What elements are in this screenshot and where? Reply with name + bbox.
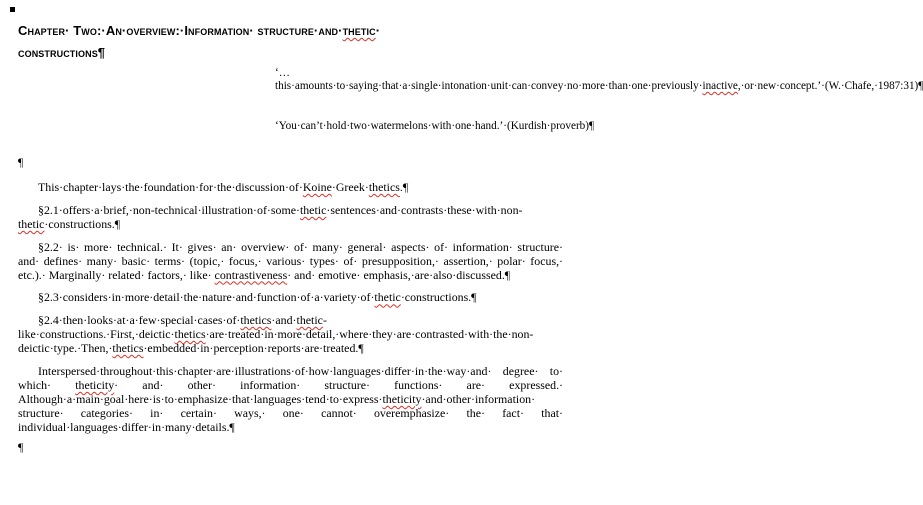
text-run: §2.2· is· more· technical.· It· gives· an· overview· of· many· general· aspects· of· information· structure· and· defines· many· basic· terms· (topic,· focus,· various· types· of· presupposition,· assertion,· polar· focus,· etc.).· Marginally· related· factors,· like·	[18, 239, 563, 282]
heading-text-tail: ·	[375, 23, 381, 38]
paragraph-section-2-4[interactable]	[18, 313, 563, 355]
chapter-heading[interactable]	[18, 20, 563, 64]
spellcheck-flagged-word[interactable]: thetic	[342, 23, 376, 38]
spellcheck-flagged-word[interactable]: thetic	[18, 216, 45, 231]
spellcheck-flagged-word[interactable]: thetics	[240, 313, 272, 328]
text-run: -like·constructions.·First,·deictic·	[18, 313, 327, 342]
spellcheck-flagged-word[interactable]: theticity	[382, 391, 422, 406]
text-run: §2.4·then·looks·at·a·few·special·cases·of·	[38, 313, 241, 328]
paragraph-section-2-1[interactable]	[18, 203, 563, 231]
paragraph-marker-square	[10, 7, 15, 12]
paragraph-intro[interactable]	[18, 180, 563, 194]
epigraph-text-tail: ,·or·new·concept.’·(W.·Chafe,·1987:31)¶	[737, 80, 923, 92]
text-run: §2.1·offers·a·brief,·non-technical·illustration·of·some·	[38, 202, 300, 217]
spellcheck-flagged-word[interactable]: theticity	[75, 377, 115, 392]
empty-paragraph[interactable]: ¶	[18, 157, 24, 169]
text-run: ·and·	[271, 313, 297, 328]
paragraph-section-2-2[interactable]	[18, 240, 563, 282]
spellcheck-flagged-word[interactable]: thetic	[299, 202, 327, 217]
text-run: .¶	[399, 180, 409, 194]
text-run: ·are·treated·in·more·detail,·where·they·are·contrasted·with·the·non-deictic·type.·Then,·	[18, 327, 534, 356]
text-run: ·Greek·	[331, 180, 369, 194]
final-empty-paragraph[interactable]: ¶	[18, 439, 24, 454]
text-run: ·and·other·information· structure· categories· in· certain· ways,· one· cannot· overemphasize· the· fact· that· individual·languages·differ·in·many·details.¶	[18, 391, 563, 434]
text-run: §2.3·considers·in·more·detail·the·nature·and·function·of·a·variety·of·	[38, 290, 375, 305]
text-run: · and· emotive· emphasis,·are·also·discussed.¶	[287, 267, 511, 282]
spellcheck-flagged-word[interactable]: thetics	[174, 327, 206, 342]
spellcheck-flagged-word[interactable]: thetics	[112, 341, 144, 356]
epigraph-text: ‘You·can’t·hold·two·watermelons·with·one·hand.’·(Kurdish·proverb)¶	[275, 120, 595, 132]
text-run: This·chapter·lays·the·foundation·for·the·discussion·of·	[38, 180, 303, 194]
epigraph-chafe[interactable]	[275, 67, 923, 93]
paragraph-interspersed[interactable]	[18, 364, 563, 434]
text-run: · and· other· information· structure· functions· are· expressed.· Although·a·main·goal·here·is·to·emphasize·that·languages·tend·to·express·	[18, 377, 564, 406]
text-run: ·constructions.¶	[400, 290, 477, 305]
heading-text-line2: constructions¶	[18, 45, 106, 60]
spellcheck-flagged-word[interactable]: thetics	[368, 180, 400, 194]
spellcheck-flagged-word[interactable]: contrastiveness	[214, 267, 288, 282]
spellcheck-flagged-word[interactable]: thetic	[374, 290, 401, 305]
paragraph-section-2-3[interactable]	[18, 290, 563, 304]
text-run: ·sentences·and·contrasts·these·with·non-	[326, 202, 523, 217]
heading-text: Chapter· Two:·An·overview:·Information· structure·and·	[18, 23, 343, 38]
epigraph-text: ‘…this·amounts·to·saying·that·a·single·intonation·unit·can·convey·no·more·than·one·previously·	[275, 67, 703, 92]
body-text[interactable]	[18, 180, 563, 454]
text-run: ·embedded·in·perception·reports·are·treated.¶	[143, 341, 364, 356]
text-run: ·constructions.¶	[44, 216, 121, 231]
text-run: Interspersed·throughout·this·chapter·are·illustrations·of·how·languages·differ·in·the·way·and· degree· to· which·	[18, 363, 563, 392]
spellcheck-flagged-word[interactable]: thetic	[296, 313, 323, 328]
spellcheck-flagged-word[interactable]: inactive	[702, 80, 738, 92]
epigraph-proverb[interactable]	[275, 120, 595, 133]
spellcheck-flagged-word[interactable]: Koine	[302, 180, 332, 194]
